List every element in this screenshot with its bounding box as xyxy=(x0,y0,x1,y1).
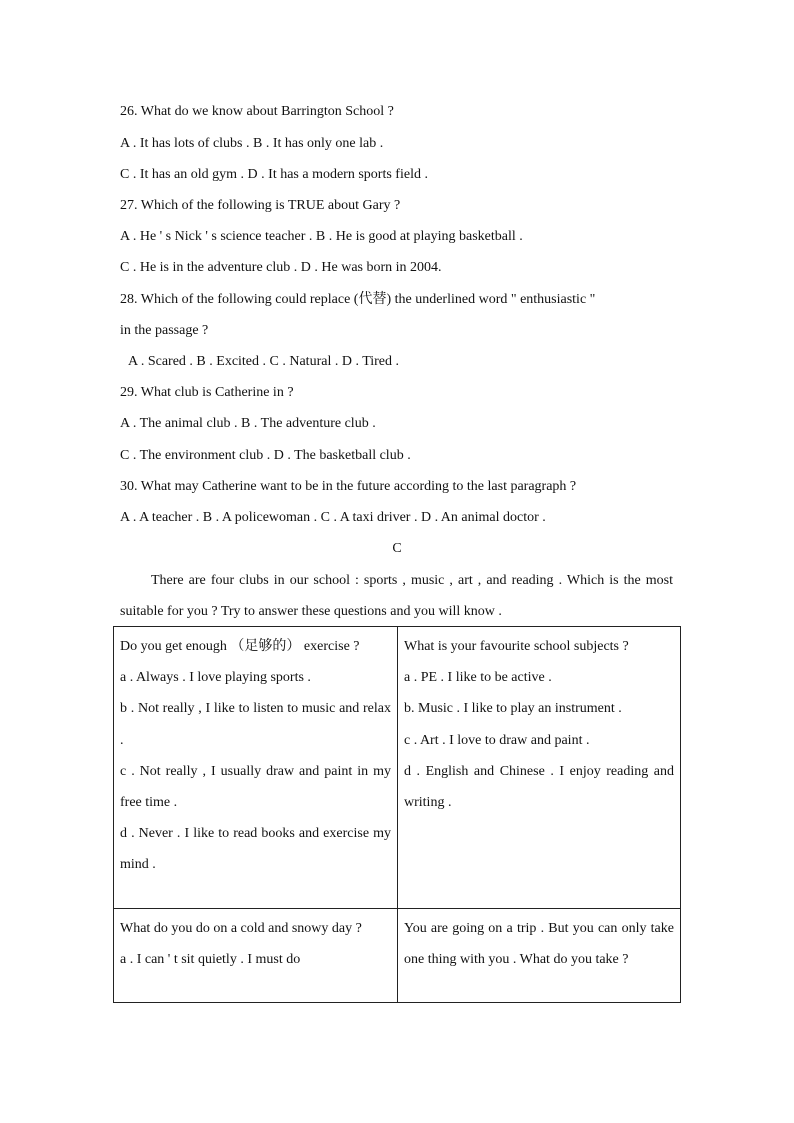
table-option: b. Music . I like to play an instrument . xyxy=(404,701,622,717)
table-question: Do you get enough （足够的） exercise ? xyxy=(120,639,360,654)
question-28-options: A . Scared . B . Excited . C . Natural . D . Tired . xyxy=(128,354,400,369)
table-option: d . Never . I like to read books and exercise my mind . xyxy=(120,826,391,873)
section-intro: There are four clubs in our school : sports , music , art , and reading . Which is the most suitable for you ? Try to answer these questions and you will know . xyxy=(120,573,673,620)
table-question: You are going on a trip . But you can only take one thing with you . What do you take ? xyxy=(404,921,674,968)
table-row xyxy=(114,909,681,1003)
table-option: a . PE . I like to be active . xyxy=(404,670,552,686)
question-27-options-ab: A . He ' s Nick ' s science teacher . B . He is good at playing basketball . xyxy=(120,229,523,244)
question-26-options-ab: A . It has lots of clubs . B . It has only one lab . xyxy=(120,136,384,151)
question-26-options-cd: C . It has an old gym . D . It has a modern sports field . xyxy=(120,167,428,182)
question-29: 29. What club is Catherine in ? xyxy=(120,385,294,400)
table-question: What is your favourite school subjects ? xyxy=(404,639,629,654)
table-cell-snowy-day xyxy=(114,909,398,1003)
quiz-table xyxy=(113,626,681,1003)
table-option: a . I can ' t sit quietly . I must do xyxy=(120,952,301,968)
table-option: a . Always . I love playing sports . xyxy=(120,670,311,686)
table-option: b . Not really , I like to listen to music and relax . xyxy=(120,701,391,748)
section-letter: C xyxy=(392,541,402,556)
question-29-options-ab: A . The animal club . B . The adventure club . xyxy=(120,416,376,431)
table-option: c . Not really , I usually draw and paint in my free time . xyxy=(120,763,391,811)
question-28: 28. Which of the following could replace (代替) the underlined word " enthusiastic " xyxy=(120,292,596,307)
question-26: 26. What do we know about Barrington School ? xyxy=(120,104,394,119)
table-option: c . Art . I love to draw and paint . xyxy=(404,732,590,748)
table-option: d . English and Chinese . I enjoy reading and writing . xyxy=(404,763,674,811)
question-27: 27. Which of the following is TRUE about Gary ? xyxy=(120,198,401,213)
question-30: 30. What may Catherine want to be in the future according to the last paragraph ? xyxy=(120,479,577,494)
table-cell-exercise xyxy=(114,627,398,909)
table-question: What do you do on a cold and snowy day ? xyxy=(120,921,362,936)
question-28-continued: in the passage ? xyxy=(120,323,209,338)
table-cell-subjects xyxy=(398,627,681,909)
table-cell-trip xyxy=(398,909,681,1003)
question-29-options-cd: C . The environment club . D . The basketball club . xyxy=(120,448,411,463)
question-30-options: A . A teacher . B . A policewoman . C . A taxi driver . D . An animal doctor . xyxy=(120,510,546,525)
table-row xyxy=(114,627,681,909)
question-27-options-cd: C . He is in the adventure club . D . He was born in 2004. xyxy=(120,260,442,275)
